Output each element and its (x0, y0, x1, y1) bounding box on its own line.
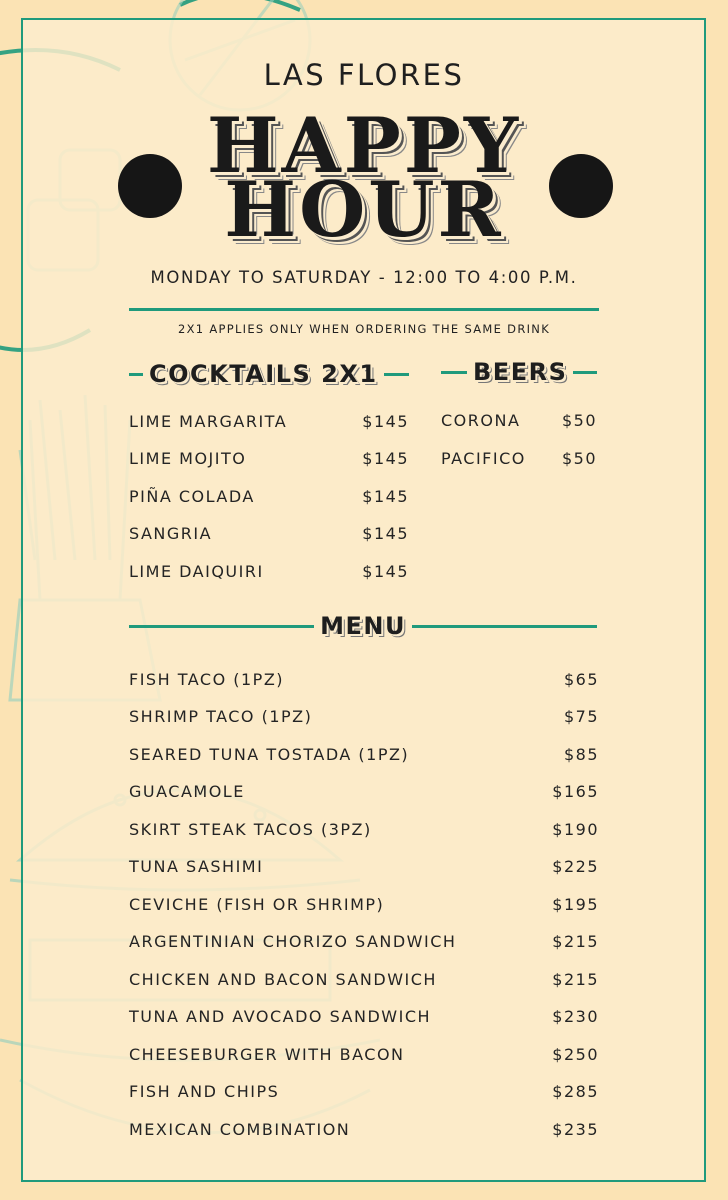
decorative-dot-left (118, 154, 182, 218)
list-item: LIME MARGARITA $145 (129, 411, 409, 431)
list-item: SEARED TUNA TOSTADA (1PZ) $85 (129, 744, 599, 764)
list-item: CEVICHE (FISH OR SHRIMP) $195 (129, 894, 599, 914)
list-item: LIME MOJITO $145 (129, 449, 409, 468)
list-item: SKIRT STEAK TACOS (3PZ) $190 (129, 819, 599, 839)
schedule-text: MONDAY TO SATURDAY - 12:00 TO 4:00 P.M. (150, 268, 578, 287)
list-item: FISH AND CHIPS $285 (129, 1082, 599, 1101)
list-item: TUNA SASHIMI $225 (129, 857, 599, 876)
beers-heading-label: BEERS (473, 358, 568, 386)
heading-rule (384, 373, 409, 376)
list-item: PACIFICO $50 (441, 448, 597, 468)
cocktails-heading (129, 360, 409, 388)
heading-rule (129, 625, 314, 628)
list-item: CORONA $50 (441, 410, 597, 430)
brand-name: LAS FLORES (263, 58, 465, 92)
beers-list (441, 408, 597, 470)
list-item: SANGRIA $145 (129, 524, 409, 543)
list-item: FISH TACO (1PZ) $65 (129, 669, 599, 689)
title-happy: HAPPY (206, 101, 522, 190)
list-item: GUACAMOLE $165 (129, 782, 599, 801)
list-item: SHRIMP TACO (1PZ) $75 (129, 707, 599, 726)
cocktails-heading-label: COCKTAILS 2X1 (149, 360, 378, 388)
promo-note: 2X1 APPLIES ONLY WHEN ORDERING THE SAME DRINK (177, 322, 551, 336)
menu-heading (129, 612, 597, 640)
decorative-dot-right (549, 154, 613, 218)
list-item: CHICKEN AND BACON SANDWICH $215 (129, 969, 599, 989)
list-item: TUNA AND AVOCADO SANDWICH $230 (129, 1007, 599, 1026)
beers-heading (441, 358, 597, 386)
list-item: CHEESEBURGER WITH BACON $250 (129, 1044, 599, 1064)
cocktails-list (129, 409, 409, 583)
list-item: PIÑA COLADA $145 (129, 486, 409, 506)
heading-rule (573, 371, 597, 374)
title-hour: HOUR (224, 165, 504, 254)
heading-rule (441, 371, 467, 374)
heading-rule (129, 373, 143, 376)
list-item: LIME DAIQUIRI $145 (129, 561, 409, 581)
list-item: ARGENTINIAN CHORIZO SANDWICH $215 (129, 932, 599, 951)
list-item: MEXICAN COMBINATION $235 (129, 1119, 599, 1139)
menu-list (129, 667, 599, 1141)
heading-rule (412, 625, 597, 628)
menu-heading-label: MENU (320, 612, 406, 640)
schedule-divider (129, 308, 599, 311)
